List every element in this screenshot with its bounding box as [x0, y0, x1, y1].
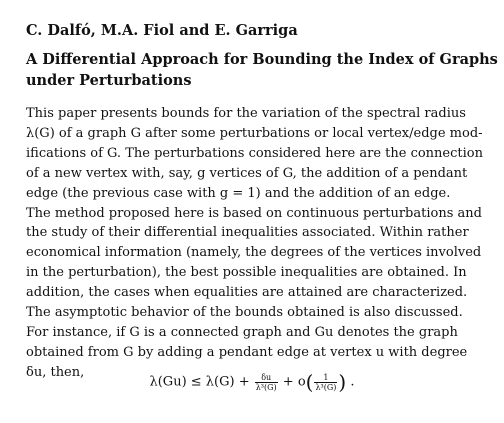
formula-mid: + o — [282, 374, 306, 390]
abstract-line: δu, then, — [26, 364, 85, 380]
abstract-line: addition, the cases when equalities are attained are characterized. — [26, 285, 468, 301]
fraction-denominator: λ³(G) — [255, 382, 277, 392]
display-formula — [0, 370, 504, 394]
authors: C. Dalfó, M.A. Fiol and E. Garriga — [26, 22, 298, 39]
abstract-line: obtained from G by adding a pendant edge at vertex u with degree — [26, 344, 468, 360]
paper-title — [26, 49, 496, 91]
abstract-line: This paper presents bounds for the variation of the spectral radius — [26, 106, 466, 121]
abstract-line: λ(G) of a graph G after some perturbations or local vertex/edge mod- — [26, 125, 483, 141]
abstract — [26, 104, 481, 383]
abstract-line: in the perturbation), the best possible inequalities are obtained. In — [26, 265, 467, 281]
abstract-line: of a new vertex with, say, g vertices of G, the addition of a pendant — [26, 165, 468, 181]
fraction-numerator: δu — [255, 373, 278, 383]
formula-lhs: λ(Gu) ≤ λ(G) + — [149, 374, 250, 390]
fraction-numerator: 1 — [314, 373, 337, 383]
formula-end: . — [350, 374, 355, 390]
abstract-line: economical information (namely, the degrees of the vertices involved — [26, 245, 482, 261]
fraction-denominator: λ³(G) — [315, 382, 337, 392]
abstract-line: edge (the previous case with g = 1) and the addition of an edge. — [26, 185, 451, 201]
right-paren: ) — [338, 370, 347, 394]
left-paren: ( — [305, 370, 314, 394]
formula-fraction — [314, 373, 337, 392]
abstract-line: For instance, if G is a connected graph and Gu denotes the graph — [26, 324, 458, 340]
abstract-line: ifications of G. The perturbations considered here are the connection — [26, 145, 483, 161]
abstract-line: The asymptotic behavior of the bounds obtained is also discussed. — [26, 305, 463, 321]
title-line: under Perturbations — [26, 72, 192, 89]
formula-fraction — [255, 373, 278, 392]
abstract-line: The method proposed here is based on continuous perturbations and — [26, 205, 482, 221]
title-line: A Differential Approach for Bounding the Index of Graphs — [26, 51, 498, 68]
abstract-line: the study of their differential inequalities associated. Within rather — [26, 225, 469, 241]
